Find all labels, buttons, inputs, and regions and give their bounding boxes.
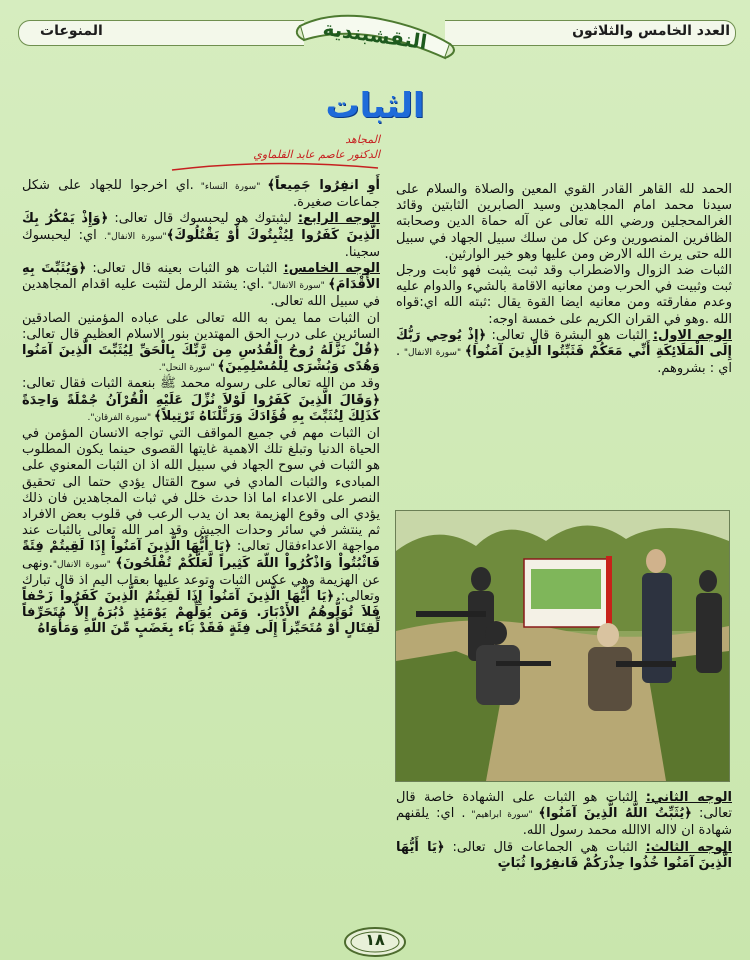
first-aspect-heading: الوجه الاول: [652, 327, 732, 343]
second-aspect-text: الثبات هو الثبات على الشهادة خاصة قال تعالى: [396, 790, 732, 822]
author-prefix: المجاهد [345, 133, 380, 146]
fifth-aspect-source: "سورة الانفال" [264, 281, 329, 292]
paragraph-3-verse: ﴿وَقَالَ الَّذِينَ كَفَرُوا لَوْلاَ نُزِّلَ عَلَيْهِ الْقُرْآنُ جُمْلَةً وَاحِدَةً كَذَلِكَ لِنُثَبِّتَ بِهِ فُؤَادَكَ وَرَتَّلْنَاهُ تَرْتِيلاً﴾ [22, 392, 380, 424]
intro-paragraph: الحمد لله القاهر القادر القوي المعين والصلاة والسلام على سيدنا محمد امام المجاهدين وسيد الصابرين الثابتين وقائد الغرالمحجلين ورضي الله تعالى عن آله حماة الدين وصحابته الظافرين المنصورين وعن كل من سلك سبيل الجهاد في سبيل الله حتى يرث الله الارض ومن عليها وهو خير الوارثين. [396, 182, 732, 262]
paragraph-4-text: ان الثبات مهم في جميع المواقف التي تواجه الانسان المؤمن في الحياة الدنيا وتبلغ تلك الاهمية غايتها القصوى حينما يكون المطلوب هو الثبات في سوح الجهاد في سبيل الله اذ ان الثبات المعنوي على المبادىء والثبات المادي في سوح القتال يؤدي حتما الى تحقيق النصر على الاعداء اما اذا حدث خلل في ثبات المجاهدين فان ذلك يؤدي الى وقوع الهزيمة بعد ان يدب الرعب في قلوب بعض الافراد ثم ينتشر في سائر وحدات الجيش وقد امر الله تعالى بالثبات عند مواجهة الاعداءفقال تعالى: [22, 426, 380, 555]
definition-paragraph: الثبات ضد الزوال والاضطراب وقد ثبت يثبت فهو ثابت ورجل ثبت وثبيت في الحرب ومن معانيه الاقامة بالشيء والدوام عليه وعدم مفارقته ومن معانيه ايضا القوة يقال :ثبته الله اي:قواه الله .وهو في القران الكريم على خمسة اوجه: [396, 263, 732, 327]
first-aspect-text: الثبات هو البشرة قال تعالى: [486, 327, 653, 343]
first-aspect-verse: ﴿إِذْ يُوحِي رَبُّكَ إِلَى الْمَلَائِكَةِ أَنِّي مَعَكُمْ فَثَبِّتُوا الَّذِينَ آمَنُوا﴾ [396, 327, 732, 360]
third-aspect-heading: الوجه الثالث: [645, 839, 732, 855]
fourth-aspect-heading: الوجه الرابع: [297, 211, 381, 227]
first-aspect-source: "سورة الانفال" [400, 348, 465, 359]
second-aspect-tail: . اي: يلقنهم شهادة ان لااله الاالله محمد رسول الله. [396, 806, 732, 839]
paragraph-4-source: "سورة الانفال" [52, 559, 116, 570]
paragraph-4-verse-2: ﴿يَا أَيُّهَا الَّذِينَ آمَنُواْ إِذَا لَقِيتُمُ الَّذِينَ كَفَرُواْ زَحْفاً فَلاَ تُوَلُّوهُمُ الأَدْبَارَ. وَمَن يُوَلِّهِمْ يَوْمَئِذٍ دُبُرَهُ إِلاَّ مُتَحَرِّفاً لِّقِتَالٍ أَوْ مُتَحَيِّزاً إِلَى فِئَةٍ فَقَدْ بَاء بِغَضَبٍ مِّنَ اللّهِ وَمَأْوَاهُ [22, 589, 380, 637]
second-aspect [396, 790, 732, 840]
second-aspect-heading: الوجه الثاني: [645, 790, 732, 805]
author-block [150, 132, 380, 162]
paragraph-2-verse: ﴿قُلْ نَزَّلَهُ رُوحُ الْقُدُسِ مِن رَّبِّكَ بِالْحَقِّ لِيُثَبِّتَ الَّذِينَ آمَنُوا وَهُدًى وَبُشْرَى لِلْمُسْلِمِينَ﴾ [22, 343, 380, 375]
first-aspect-tail: . اي : بشروهم. [396, 344, 732, 377]
author-underline-icon [170, 160, 380, 174]
third-aspect-text: الثبات هي الجماعات قال تعالى: [444, 839, 646, 855]
right-column-bottom [396, 790, 732, 872]
section-label: المنوعات [40, 23, 103, 39]
author-name: الدكتور عاصم عابد القلماوي [253, 148, 380, 161]
paragraph-2 [22, 311, 380, 377]
right-column-top [396, 182, 732, 377]
page-number: ١٨ [365, 930, 385, 949]
first-aspect [396, 328, 732, 378]
magazine-name: النقشبندية [321, 15, 429, 55]
fourth-aspect-text: ليثبتوك هو ليحبسوك قال تعالى: [108, 211, 298, 227]
article-title: الثبات [325, 86, 425, 126]
paragraph-2-text: ان الثبات مما يمن به الله تعالى على عباده المؤمنين الصادقين السائرين على درب الحق المهتدين بنور الاسلام العظيم قال تعالى: [22, 310, 380, 342]
fourth-aspect-source: "سورة الانفال". [104, 231, 167, 242]
paragraph-3 [22, 376, 380, 426]
continued-verse [22, 178, 380, 211]
fifth-aspect-verse: ﴿وَيُثَبِّتَ بِهِ الأَقْدَامَ﴾ [22, 261, 380, 293]
paragraph-4-verse: ﴿يَا أَيُّهَا الَّذِينَ آمَنُواْ إِذَا لَقِيتُمْ فِئَةً فَاثْبُتُواْ وَاذْكُرُواْ اللّهَ كَثِيراً لَّعَلَّكُمْ تُفْلَحُونَ﴾ [22, 539, 380, 571]
fifth-aspect-heading: الوجه الخامس: [283, 261, 380, 277]
mujahideen-photo [395, 510, 730, 782]
third-aspect-verse: ﴿يَا أَيُّهَا الَّذِينَ آمَنُوا خُذُوا حِذْرَكُمْ فَانفِرُوا ثُبَاتٍ [396, 839, 732, 871]
third-aspect [396, 840, 732, 872]
header-banner [0, 0, 750, 70]
paragraph-4-tail: .ونهى عن الهزيمة وهي عكس الثبات وتوعد عليها بعقاب اليم اذ قال تبارك وتعالى: [22, 555, 380, 605]
paragraph-3-text: وقد من الله تعالى على رسوله محمد ﷺ بنعمة الثبات فقال تعالى: [22, 376, 380, 392]
second-aspect-verse: ﴿يُثَبِّتُ اللَّهُ الَّذِينَ آمَنُوا﴾ [538, 806, 692, 822]
second-aspect-source: "سورة ابراهيم" [465, 810, 539, 821]
paragraph-2-source: "سورة النحل". [158, 363, 218, 374]
left-column [22, 178, 380, 638]
fifth-aspect-tail: .اي: يشتد الرمل لتثبت عليه اقدام المجاهدين في سبيل الله تعالى. [22, 277, 380, 310]
issue-label: العدد الخامس والثلاثون [572, 23, 730, 39]
paragraph-4 [22, 426, 380, 638]
paragraph-3-source: "سورة الفرقان". [87, 412, 155, 423]
fifth-aspect-text: الثبات هو الثبات بعينه قال تعالى: [86, 261, 284, 277]
fourth-aspect-verse: ﴿وَإِذْ يَمْكُرُ بِكَ الَّذِينَ كَفَرُوا لِيُثْبِتُوكَ أَوْ يَقْتُلُوكَ﴾ [22, 211, 380, 243]
continued-verse-tail: .اي اخرجوا للجهاد على شكل جماعات صغيرة. [22, 178, 380, 211]
continued-verse-source: "سورة النساء" [193, 182, 268, 192]
fourth-aspect-tail: اي: ليحبسوك سجينا. [22, 227, 380, 260]
fourth-aspect [22, 211, 380, 261]
continued-verse-text: أَوِ انفِرُوا جَمِيعاً﴾ [267, 178, 380, 193]
fifth-aspect [22, 261, 380, 311]
